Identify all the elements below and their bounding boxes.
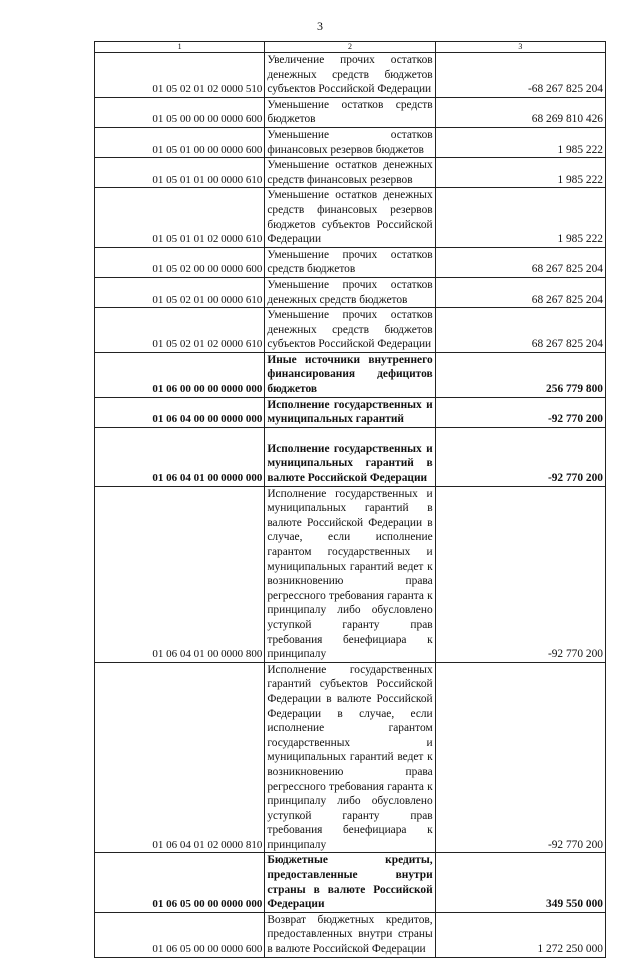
row-code-cell: 01 06 04 01 02 0000 810: [95, 662, 265, 853]
row-amount-cell: 1 985 222: [435, 158, 605, 188]
table-row: [95, 158, 606, 188]
row-code-cell: 01 05 00 00 00 0000 600: [95, 97, 265, 127]
row-amount-cell: -92 770 200: [435, 427, 605, 486]
row-amount-cell: 1 272 250 000: [435, 912, 605, 957]
table-row: [95, 53, 606, 98]
column-header-amount: 3: [435, 42, 605, 53]
row-name-cell: Уменьшение остатков финансовых резервов бюджетов: [265, 127, 435, 157]
table-row: [95, 912, 606, 957]
table-row: [95, 97, 606, 127]
row-name-cell: Исполнение государственных и муниципальных гарантий в валюте Российской Федерации: [265, 427, 435, 486]
row-name-cell: Уменьшение остатков средств бюджетов: [265, 97, 435, 127]
table-row: [95, 427, 606, 486]
row-amount-cell: 68 267 825 204: [435, 308, 605, 353]
column-header-code: 1: [95, 42, 265, 53]
table-row: [95, 127, 606, 157]
budget-sources-table: [94, 41, 606, 958]
table-row: [95, 662, 606, 853]
row-amount-cell: 68 267 825 204: [435, 247, 605, 277]
row-amount-cell: 68 269 810 426: [435, 97, 605, 127]
row-amount-cell: -68 267 825 204: [435, 53, 605, 98]
table-row: [95, 486, 606, 662]
table-body: [95, 42, 606, 958]
table-row: [95, 352, 606, 397]
row-amount-cell: 68 267 825 204: [435, 277, 605, 307]
table-row: [95, 308, 606, 353]
row-name-cell: Уменьшение остатков денежных средств финансовых резервов бюджетов субъектов Российской Федерации: [265, 188, 435, 247]
page-number: 3: [317, 19, 323, 33]
row-amount-cell: 1 985 222: [435, 188, 605, 247]
table-row: [95, 188, 606, 247]
table-row: [95, 247, 606, 277]
row-name-cell: Увеличение прочих остатков денежных средств бюджетов субъектов Российской Федерации: [265, 53, 435, 98]
table-row: [95, 397, 606, 427]
row-code-cell: 01 05 02 01 02 0000 610: [95, 308, 265, 353]
row-name-cell: Иные источники внутреннего финансирования дефицитов бюджетов: [265, 352, 435, 397]
row-code-cell: 01 05 02 00 00 0000 600: [95, 247, 265, 277]
row-name-cell: Исполнение государственных и муниципальных гарантий в валюте Российской Федерации в случае, если исполнение гарантом государственных и муниципальных гарантий ведет к возникновению права регрессного требования гаранта к принципалу либо обусловлено уступкой гаранту прав требования бенефициара к принципалу: [265, 486, 435, 662]
row-code-cell: 01 05 01 01 02 0000 610: [95, 188, 265, 247]
table-header-row: [95, 42, 606, 53]
row-code-cell: 01 06 05 00 00 0000 600: [95, 912, 265, 957]
row-code-cell: 01 06 04 00 00 0000 000: [95, 397, 265, 427]
row-amount-cell: 256 779 800: [435, 352, 605, 397]
row-name-cell: Возврат бюджетных кредитов, предоставленных внутри страны в валюте Российской Федерации: [265, 912, 435, 957]
row-name-cell: Исполнение государственных и муниципальных гарантий: [265, 397, 435, 427]
row-amount-cell: -92 770 200: [435, 397, 605, 427]
table-row: [95, 853, 606, 912]
row-amount-cell: 1 985 222: [435, 127, 605, 157]
row-name-cell: Уменьшение прочих остатков средств бюджетов: [265, 247, 435, 277]
row-code-cell: 01 06 04 01 00 0000 800: [95, 486, 265, 662]
row-code-cell: 01 05 01 01 00 0000 610: [95, 158, 265, 188]
column-header-name: 2: [265, 42, 435, 53]
row-code-cell: 01 05 02 01 00 0000 610: [95, 277, 265, 307]
row-amount-cell: 349 550 000: [435, 853, 605, 912]
row-code-cell: 01 05 02 01 02 0000 510: [95, 53, 265, 98]
row-amount-cell: -92 770 200: [435, 662, 605, 853]
row-code-cell: 01 06 00 00 00 0000 000: [95, 352, 265, 397]
table-row: [95, 277, 606, 307]
row-code-cell: 01 05 01 00 00 0000 600: [95, 127, 265, 157]
row-name-cell: Уменьшение прочих остатков денежных средств бюджетов субъектов Российской Федерации: [265, 308, 435, 353]
row-name-cell: Бюджетные кредиты, предоставленные внутри страны в валюте Российской Федерации: [265, 853, 435, 912]
row-name-cell: Уменьшение остатков денежных средств финансовых резервов: [265, 158, 435, 188]
row-name-cell: Уменьшение прочих остатков денежных средств бюджетов: [265, 277, 435, 307]
row-code-cell: 01 06 05 00 00 0000 000: [95, 853, 265, 912]
row-amount-cell: -92 770 200: [435, 486, 605, 662]
row-name-cell: Исполнение государственных гарантий субъектов Российской Федерации в валюте Российской Федерации в случае, если исполнение гарантом государственных и муниципальных гарантий ведет к возникновению права регрессного требования гаранта к принципалу либо обусловлено уступкой гаранту прав требования бенефициара к принципалу: [265, 662, 435, 853]
row-code-cell: 01 06 04 01 00 0000 000: [95, 427, 265, 486]
